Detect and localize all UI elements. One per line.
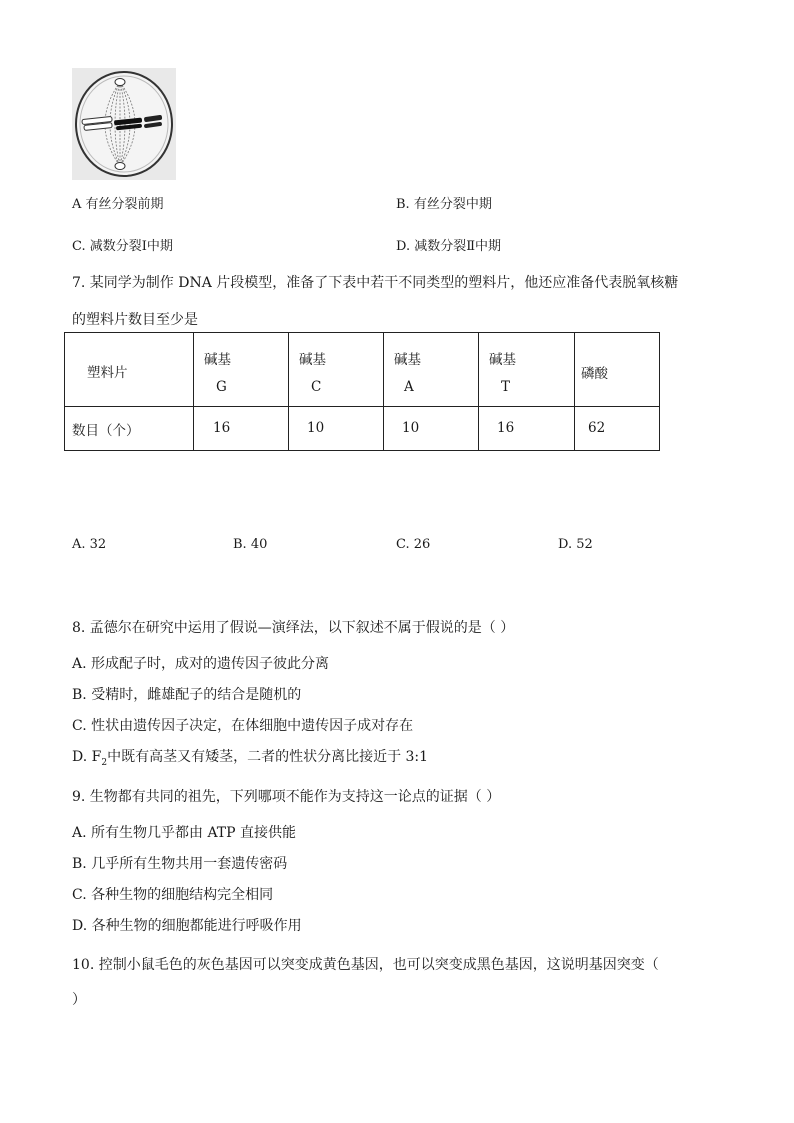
table-header-cell bbox=[194, 333, 289, 407]
column-label-line2: C bbox=[311, 379, 322, 395]
q10-stem-line2: ） bbox=[72, 992, 86, 1008]
count-header-label: 数目（个） bbox=[72, 423, 140, 439]
plastic-pieces-table bbox=[64, 332, 660, 451]
q10-stem-line1: 10. 控制小鼠毛色的灰色基因可以突变成黄色基因，也可以突变成黑色基因，这说明基因突变（ bbox=[72, 957, 659, 973]
table-header-cell bbox=[479, 333, 575, 407]
column-label-line2: G bbox=[216, 379, 227, 395]
q7-option-c: C. 26 bbox=[396, 537, 431, 552]
cell-division-figure bbox=[72, 68, 176, 180]
q6-option-a: A 有丝分裂前期 bbox=[72, 197, 164, 212]
q8-option-d-prefix: D. F bbox=[72, 749, 102, 765]
q9-option-b: B. 几乎所有生物共用一套遗传密码 bbox=[72, 856, 288, 872]
table-header-cell bbox=[384, 333, 479, 407]
column-label-line1: 碱基 bbox=[204, 352, 231, 368]
table-header-row bbox=[65, 333, 660, 407]
column-label-line1: 磷酸 bbox=[581, 366, 608, 382]
count-value: 62 bbox=[588, 420, 606, 436]
q8-option-a: A. 形成配子时，成对的遗传因子彼此分离 bbox=[72, 656, 330, 672]
column-label-line2: A bbox=[404, 379, 414, 395]
table-cell bbox=[479, 407, 575, 451]
q6-option-c: C. 减数分裂Ⅰ中期 bbox=[72, 239, 173, 254]
table-cell bbox=[194, 407, 289, 451]
q9-stem: 9. 生物都有共同的祖先，下列哪项不能作为支持这一论点的证据（ ） bbox=[72, 789, 501, 805]
count-value: 10 bbox=[402, 420, 420, 436]
count-value: 16 bbox=[213, 420, 231, 436]
table-cell bbox=[575, 407, 660, 451]
q7-stem-line1: 7. 某同学为制作 DNA 片段模型，准备了下表中若干不同类型的塑料片，他还应准备代表脱氧核糖 bbox=[72, 275, 679, 291]
q8-option-d-text: 中既有高茎又有矮茎，二者的性状分离比接近于 3:1 bbox=[107, 749, 429, 765]
q7-option-d: D. 52 bbox=[558, 537, 593, 552]
table-row-header-cell bbox=[65, 333, 194, 407]
q7-stem-line2: 的塑料片数目至少是 bbox=[72, 312, 198, 328]
q7-option-b: B. 40 bbox=[233, 537, 268, 552]
q9-option-a: A. 所有生物几乎都由 ATP 直接供能 bbox=[72, 825, 297, 841]
column-label-line1: 碱基 bbox=[489, 352, 516, 368]
table-cell bbox=[384, 407, 479, 451]
q9-option-d: D. 各种生物的细胞都能进行呼吸作用 bbox=[72, 918, 302, 934]
q6-option-d: D. 减数分裂Ⅱ中期 bbox=[396, 239, 502, 254]
count-value: 10 bbox=[307, 420, 325, 436]
count-value: 16 bbox=[497, 420, 515, 436]
table-row bbox=[65, 407, 660, 451]
q8-option-c: C. 性状由遗传因子决定，在体细胞中遗传因子成对存在 bbox=[72, 718, 414, 734]
table-header-cell bbox=[289, 333, 384, 407]
q9-option-c: C. 各种生物的细胞结构完全相同 bbox=[72, 887, 274, 903]
column-label-line1: 碱基 bbox=[299, 352, 326, 368]
column-label-line2: T bbox=[501, 379, 511, 395]
column-label-line1: 碱基 bbox=[394, 352, 421, 368]
table-cell bbox=[289, 407, 384, 451]
table-count-header-cell bbox=[65, 407, 194, 451]
q8-option-b: B. 受精时，雌雄配子的结合是随机的 bbox=[72, 687, 302, 703]
q8-stem: 8. 孟德尔在研究中运用了假说—演绎法，以下叙述不属于假说的是（ ） bbox=[72, 620, 515, 636]
q7-option-a: A. 32 bbox=[72, 537, 107, 552]
table-header-cell bbox=[575, 333, 660, 407]
row-header-label: 塑料片 bbox=[87, 365, 128, 381]
q6-option-b: B. 有丝分裂中期 bbox=[396, 197, 492, 212]
q8-option-d bbox=[72, 746, 428, 768]
q8-option-d-subscript: 2 bbox=[101, 757, 108, 768]
